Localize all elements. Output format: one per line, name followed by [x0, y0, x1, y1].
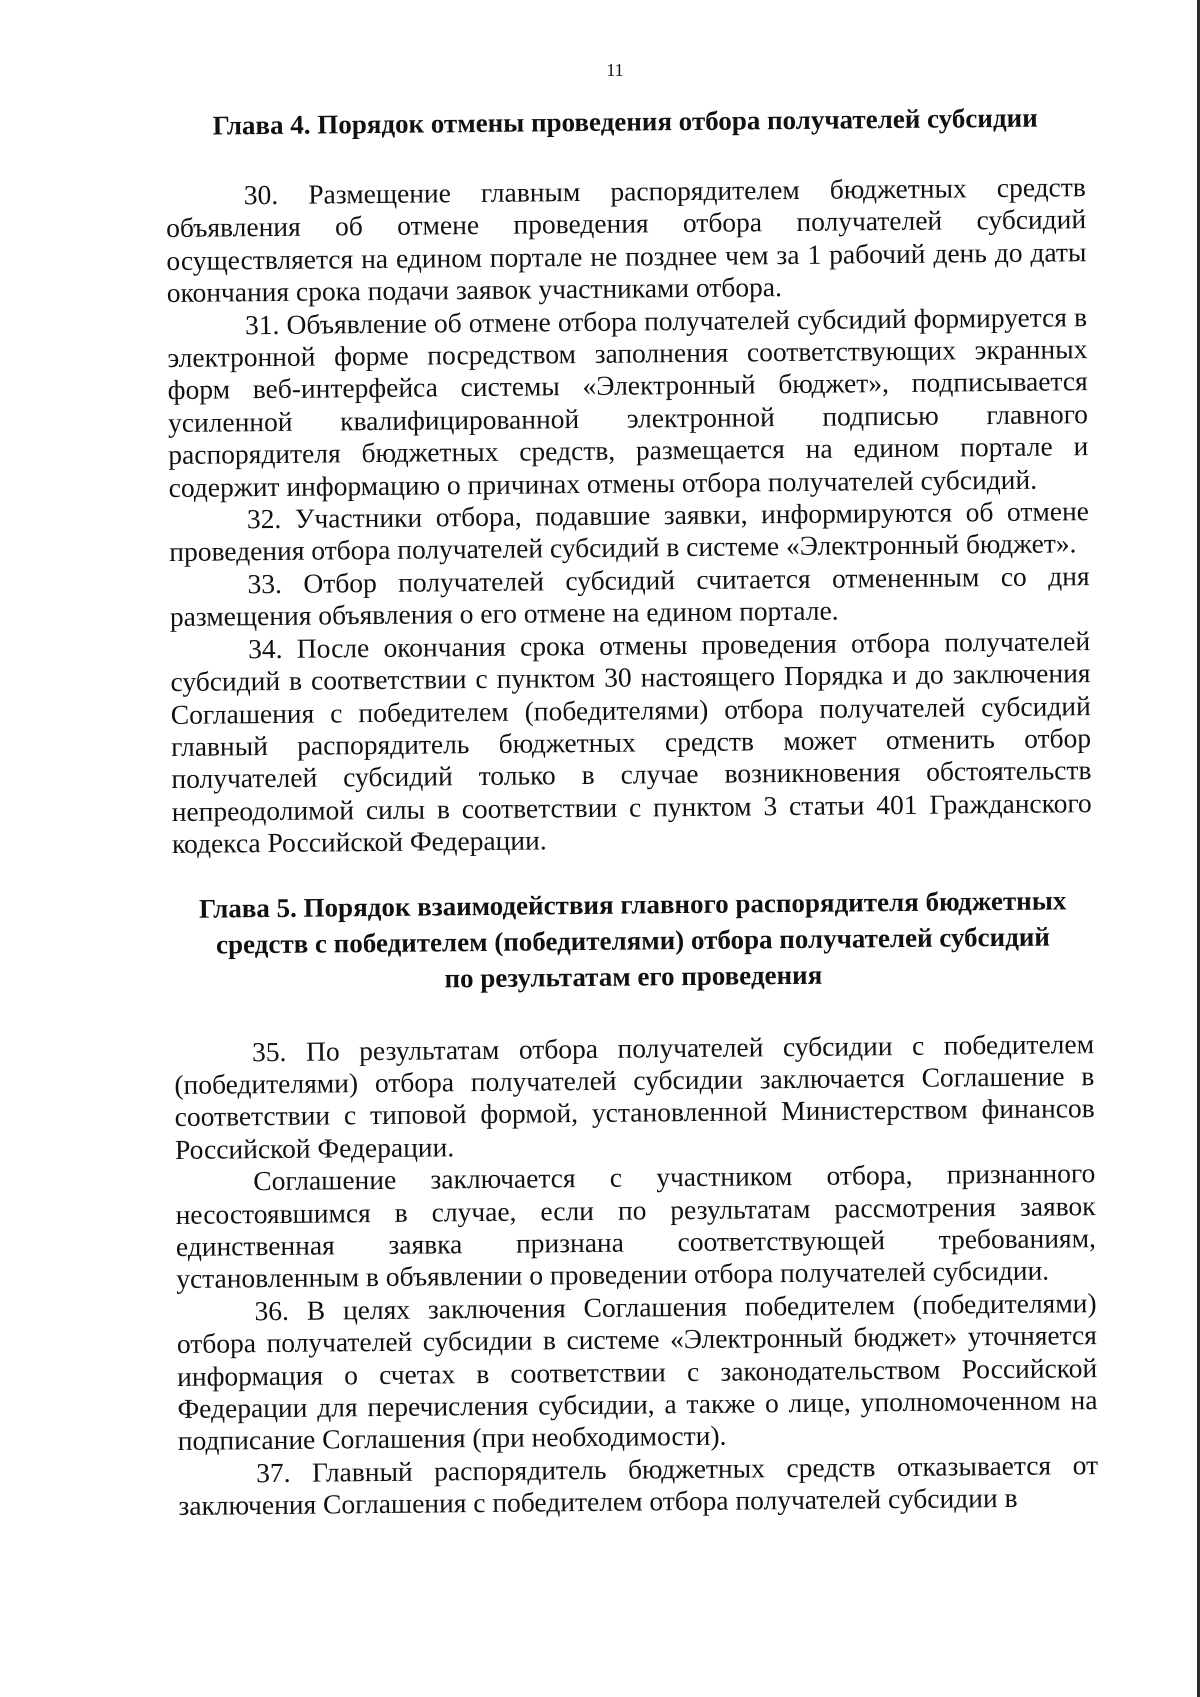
- chapter-5-title-line-3: по результатам его проведения: [444, 959, 823, 993]
- chapter-5-title: [173, 882, 1094, 999]
- paragraph-35: 35. По результатам отбора получателей субсидии с победителем (победителями) отбора получателей субсидии заключается Соглашение в соответствии с типовой формой, установленной Министерством финансов Российской Федерации.: [174, 1027, 1095, 1165]
- paragraph-36: 36. В целях заключения Соглашения победителем (победителями) отбора получателей субсидии в системе «Электронный бюджет» уточняется информация о счетах в соответствии с законодательством Российской Федерации для перечисления субсидии, а также о лице, уполномоченном на подписание Соглашения (при необходимости).: [176, 1286, 1098, 1457]
- chapter-5-title-line-2: средств с победителем (победителями) отбора получателей субсидий: [215, 921, 1051, 960]
- page-number: 11: [606, 60, 624, 80]
- chapter-5-title-line-1: Глава 5. Порядок взаимодействия главного распорядителя бюджетных: [198, 884, 1067, 924]
- paragraph-30: 30. Размещение главным распорядителем бюджетных средств объявления об отмене проведения отбора получателей субсидий осуществляется на едином портале не позднее чем за 1 рабочий день до даты окончания срока подачи заявок участниками отбора.: [166, 171, 1087, 309]
- chapter-4-title: Глава 4. Порядок отмены проведения отбора получателей субсидии: [212, 102, 1038, 141]
- paragraph-31: 31. Объявление об отмене отбора получателей субсидий формируется в электронной форме посредством заполнения соответствующих экранных форм веб-интерфейса системы «Электронный бюджет», подписывается усиленной квалифицированной электронной подписью главного распорядителя бюджетных средств, размещается на едином портале и содержит информацию о причинах отмены отбора получателей субсидий.: [167, 300, 1089, 503]
- chapter-5-section: [174, 1028, 1099, 1523]
- document-body: [165, 99, 1099, 1522]
- paragraph-34: 34. После окончания срока отмены проведения отбора получателей субсидий в соответствии с пунктом 30 настоящего Порядка и до заключения Соглашения с победителем (победителями) отбора получателей субсидий главный распорядитель бюджетных средств может отменить отбор получателей субсидий только в случае возникновения обстоятельств непреодолимой силы в соответствии с пунктом 3 статьи 401 Гражданского кодекса Российской Федерации.: [170, 624, 1092, 860]
- paragraph-37: 37. Главный распорядитель бюджетных средств отказывается от заключения Соглашения с победителем отбора получателей субсидии в: [178, 1448, 1099, 1522]
- paragraph-32: 32. Участники отбора, подавшие заявки, информируются об отмене проведения отбора получателей субсидий в системе «Электронный бюджет».: [169, 495, 1090, 568]
- paragraph-35-continuation: Соглашение заключается с участником отбора, признанного несостоявшимся в случае, если по результатам рассмотрения заявок единственная заявка признана соответствующей требованиям, установленным в объявлении о проведении отбора получателей субсидии.: [175, 1157, 1097, 1295]
- paragraph-33: 33. Отбор получателей субсидий считается отмененным со дня размещения объявления о его отмене на едином портале.: [169, 560, 1090, 633]
- chapter-4-section: [166, 171, 1092, 860]
